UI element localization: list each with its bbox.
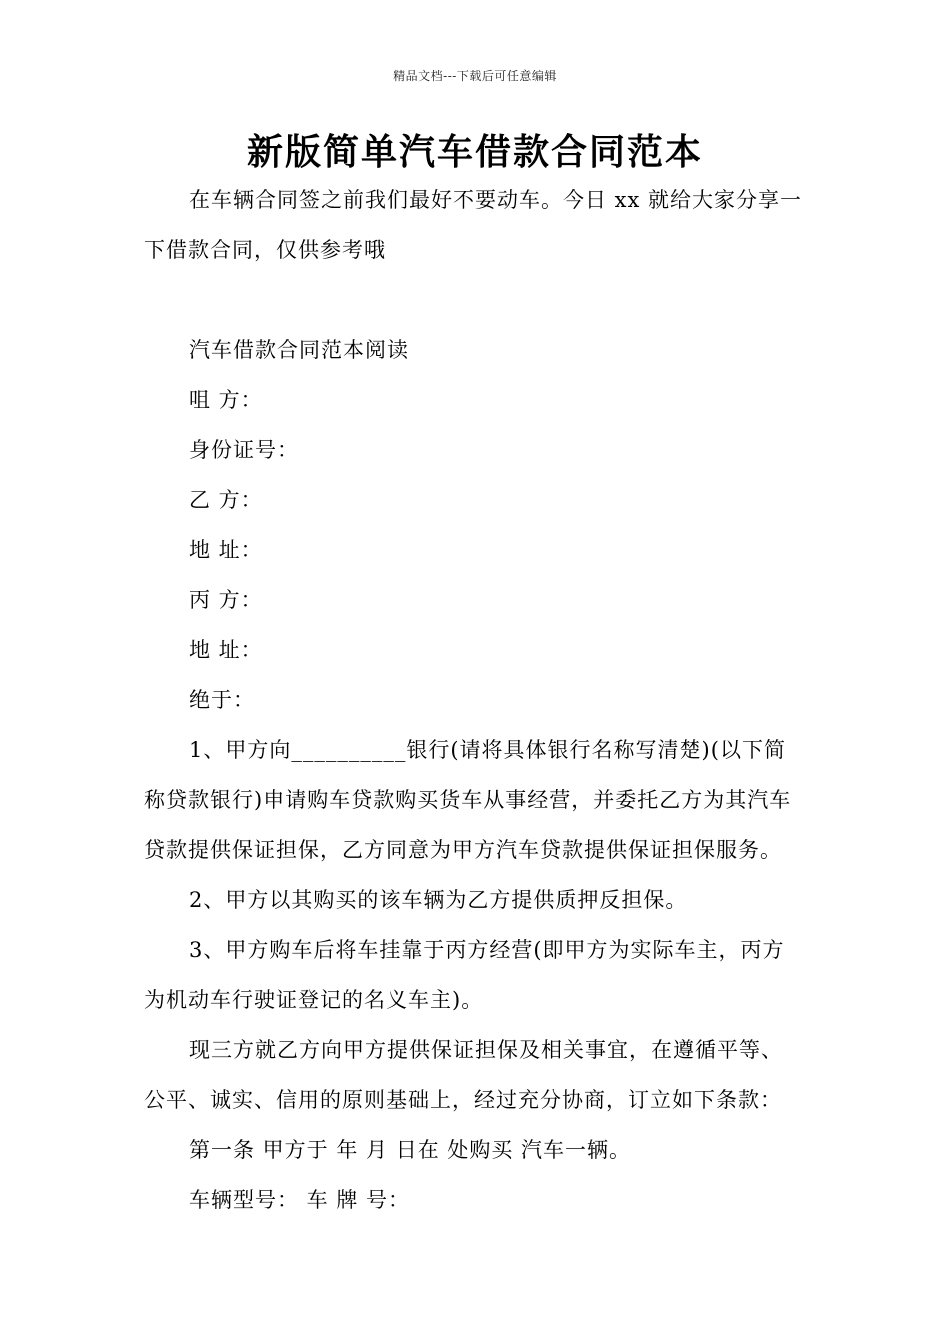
party-b-label: 乙 方：	[189, 488, 263, 512]
agreement-line-2: 公平、诚实、信用的原则基础上，经过充分协商，订立如下条款：	[144, 1088, 782, 1112]
vehicle-model-line: 车辆型号： 车 牌 号：	[189, 1188, 411, 1212]
clause-1-line-1: 1、甲方向__________银行(请将具体银行名称写清楚)(以下简	[189, 738, 786, 762]
section-heading: 汽车借款合同范本阅读	[189, 338, 409, 362]
party-a-label: 咀 方：	[189, 388, 263, 412]
address-label-1: 地 址：	[189, 538, 263, 562]
clause-3-line-1: 3、甲方购车后将车挂靠于丙方经营(即甲方为实际车主，丙方	[189, 938, 785, 962]
clause-1-line-2: 称贷款银行)申请购车贷款购买货车从事经营，并委托乙方为其汽车	[144, 788, 792, 812]
id-number-label: 身份证号：	[189, 438, 299, 462]
clause-1-line-3: 贷款提供保证担保，乙方同意为甲方汽车贷款提供保证担保服务。	[144, 838, 782, 862]
agreement-line-1: 现三方就乙方向甲方提供保证担保及相关事宜，在遵循平等、	[189, 1038, 783, 1062]
clause-3-line-2: 为机动车行驶证登记的名义车主)。	[144, 988, 484, 1012]
intro-line-1: 在车辆合同签之前我们最好不要动车。今日 xx 就给大家分享一	[189, 188, 803, 212]
intro-line-2: 下借款合同，仅供参考哦	[144, 238, 386, 262]
whereas-label: 绝于：	[189, 688, 255, 712]
party-c-label: 丙 方：	[189, 588, 263, 612]
article-1-line: 第一条 甲方于 年 月 日在 处购买 汽车一辆。	[189, 1138, 632, 1162]
clause-2-line-1: 2、甲方以其购买的该车辆为乙方提供质押反担保。	[189, 888, 688, 912]
header-note: 精品文档---下载后可任意编辑	[393, 69, 557, 83]
document-title: 新版简单汽车借款合同范本	[246, 132, 703, 173]
address-label-2: 地 址：	[189, 638, 263, 662]
